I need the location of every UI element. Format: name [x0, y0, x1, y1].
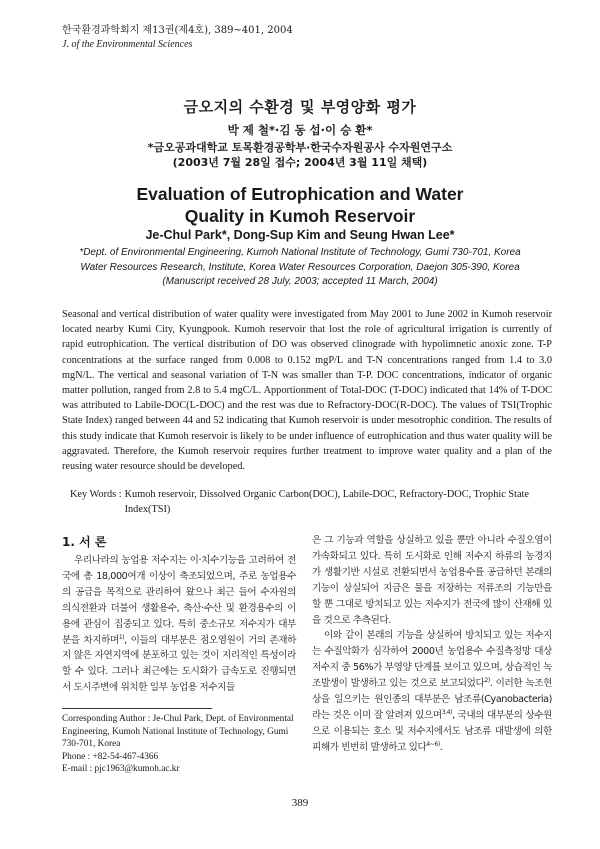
intro-paragraph [312, 533, 552, 628]
title-korean: 금오지의 수환경 및 부영양화 평가 [183, 98, 417, 116]
authors-korean: 박 제 철*·김 동 섭·이 승 환* [227, 123, 373, 137]
intro-body-left [62, 553, 296, 696]
intro-text: . 이러한 녹조현상을 일으키는 원인종의 대부분은 남조류(Cyanobacteria)라는 것은 이미 잘 알려져 있으며 [312, 678, 553, 721]
intro-text: 은 그 기능과 역할을 상실하고 있을 뿐만 아니라 수질오염이 가속화되고 있다. 특히 도시화로 인해 저수지 하류의 농경지가 생활기반 시설로 전환되면서 농업용수를 공급하던 본래의 기능이 상실되어 지금은 물을 저장하는 저류조의 기능만을 할 뿐 그대로 방치되고 있는 저수지가 전국에 많이 산재해 있을 것으로 추측된다. [312, 535, 552, 626]
abstract: Seasonal and vertical distribution of water quality were investigated from May 2001 to June 2002 in Kumoh reservoir located nearby Kumi City, Kyungpook. Kumoh reservoir that lost the role of agricultural irrigation is currently of rapid eutrophication. The vertical distribution of DO was observed clinograde with hypolimnetic anoxic zone. T-P concentrations at the surface ranged from 0.008 to 0.152 mgP/L and T-N concentrations ranged from 1.4 to 3.0 mgN/L. The vertical and seasonal variation of T-N was smaller than T-P. DOC concentrations, indicator of organic matter pollution, ranged from 2.8 to 5.4 mgC/L. Apportionment of Total-DOC (T-DOC) indicated that 14% of T-DOC was attributed to Labile-DOC(L-DOC) and the rest was due to Refractory-DOC(R-DOC). The values of TSI(Trophic State Index) ranged between 44 and 52 indicating that Kumoh reservoir is under mesotrophic condition. The results of this study indicate that Kumoh reservoir is likely to be under influence of eutrophication and thus water quality will be aggravated. Therefore, the Kumoh reservoir requires further treatment to improve water quality and a plan of the reusing water resource should be developed. [62, 309, 552, 473]
keywords-text: Kumoh reservoir, Dissolved Organic Carbon(DOC), Labile-DOC, Refractory-DOC, Trophic State Index(TSI) [124, 489, 529, 515]
intro-text: 우리나라의 농업용 저수지는 이·치수기능을 고려하여 전국에 총 18,000여개 이상이 축조되었으며, 주로 농업용수의 공급을 목적으로 관리하여 왔으나 최근 들어 수자원의 의식전환과 더불어 생활용수, 축산·수산 및 환경용수의 이용에 관심이 집중되고 있다. 특히 중소규모 저수지가 대부분을 차지하며 [62, 555, 296, 646]
corresponding-author-line: Corresponding Author : Je-Chul Park, Dept. of Environmental Engineering, Kumoh National Institute of Technology, Gumi 730-701, Korea [62, 714, 294, 750]
authors-english: Je-Chul Park*, Dong-Sup Kim and Seung Hwan Lee* [145, 228, 455, 242]
received-en-line: (Manuscript received 28 July, 2003; accepted 11 March, 2004) [162, 276, 438, 287]
affiliation-en-line2: Water Resources Research, Institute, Korea Water Resources Corporation, Daejon 305-390, Korea [80, 261, 520, 273]
journal-name-en: J. of the Environmental Sciences [62, 39, 193, 50]
journal-name-ko: 한국환경과학회지 제13권(제4호), 389~401, 2004 [62, 25, 293, 36]
intro-paragraph [312, 628, 552, 755]
intro-text: , 이들의 대부분은 점오염원이 거의 존재하지 않은 자연지역에 분포하고 있는 것이 지리적인 특성이라 할 수 있다. 그러나 최근에는 도시화가 급속도로 진행되면서 도시주변에 위치한 일부 농업용 저수지들 [62, 634, 296, 694]
affiliation-ko-line: *금오공과대학교 토목환경공학부·한국수자원공사 수자원연구소 [147, 141, 453, 154]
intro-text: , 국내의 대부분의 상수원으로 이용되는 호소 및 저수지에서도 남조류 대발생에 의한 피해가 빈번히 발생하고 있다 [312, 709, 552, 753]
intro-body-right [312, 533, 552, 756]
journal-header [62, 24, 293, 52]
corresponding-email: E-mail : pjc1963@kumoh.ac.kr [62, 764, 180, 775]
title-en-line2: Quality in Kumoh Reservoir [184, 206, 416, 226]
left-column [62, 533, 296, 696]
keywords-label: Key Words : [70, 489, 122, 500]
affiliation-english [0, 246, 600, 290]
affiliation-korean [0, 140, 600, 170]
intro-paragraph [62, 553, 296, 696]
reference-marker: 1) [118, 633, 125, 641]
reference-marker: 2) [484, 676, 490, 684]
intro-text: . [439, 741, 443, 753]
affiliation-en-line1: *Dept. of Environmental Engineering, Kumoh National Institute of Technology, Gumi 730-701, Korea [79, 247, 521, 258]
section-title-introduction: 1. 서 론 [62, 535, 107, 549]
received-ko-line: (2003년 7월 28일 접수; 2004년 3월 11일 채택) [172, 156, 428, 169]
title-english [0, 183, 600, 227]
reference-marker: 3,4) [441, 708, 453, 716]
intro-text: 이와 같이 본래의 기능을 상실하여 방치되고 있는 저수지는 수질악화가 심각하여 2000년 농업용수 수질측정망 대상 저수지 중 56%가 부영양 단계를 보이고 있으며, 상습적인 녹조발생이 발생하고 있는 것으로 보고되었다 [312, 630, 552, 690]
right-column [312, 533, 552, 756]
keywords [70, 487, 552, 517]
reference-marker: 4~6) [426, 740, 440, 748]
corresponding-author-note [62, 713, 302, 776]
footnote-divider [62, 708, 212, 709]
corresponding-phone: Phone : +82-54-467-4366 [62, 751, 159, 762]
page-number: 389 [291, 797, 309, 809]
title-en-line1: Evaluation of Eutrophication and Water [136, 184, 464, 204]
